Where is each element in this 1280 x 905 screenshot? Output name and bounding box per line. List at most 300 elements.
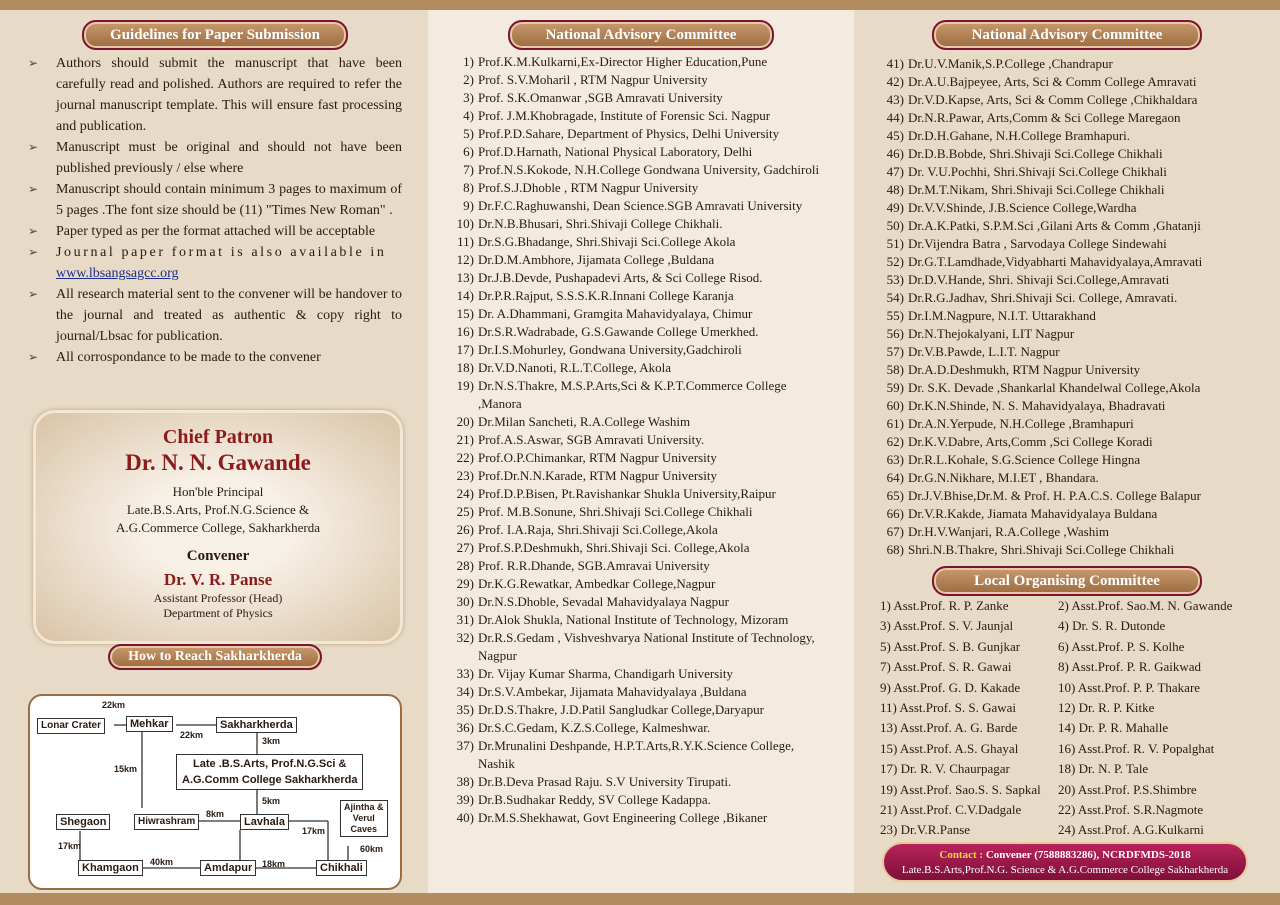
committee-member [874, 199, 1264, 217]
member-name: Dr.S.R.Wadrabade, G.S.Gawande College Umerkhed. [478, 324, 759, 339]
member-number: 29) [456, 576, 474, 591]
local-member: 1) Asst.Prof. R. P. Zanke [880, 598, 1009, 613]
committee-member [444, 287, 830, 305]
committee-member [874, 91, 1264, 109]
convener-role: Assistant Professor (Head) [153, 591, 283, 605]
member-name: Dr.V.R.Kakde, Jiamata Mahavidyalaya Buldana [908, 506, 1158, 521]
patron-role: Hon'ble Principal [172, 484, 264, 499]
member-name: Dr.A.U.Bajpeyee, Arts, Sci & Comm College Amravati [908, 74, 1197, 89]
member-name: Dr. S.K. Devade ,Shankarlal Khandelwal College,Akola [908, 380, 1201, 395]
committee-member [444, 107, 830, 125]
member-number: 55) [886, 308, 904, 323]
local-committee-row [880, 678, 1232, 698]
local-member: 19) Asst.Prof. Sao.S. S. Sapkal [880, 781, 1041, 797]
bottom-border [0, 893, 1280, 905]
arrow-bullet-icon: ➢ [28, 224, 39, 238]
member-number: 58) [886, 362, 904, 377]
convener-dept: Department of Physics [163, 606, 273, 620]
middle-panel [428, 10, 854, 893]
contact-line2: Late.B.S.Arts,Prof.N.G. Science & A.G.Commerce College Sakharkherda [901, 864, 1229, 876]
local-committee-row [880, 739, 1232, 759]
member-name: Prof. J.M.Khobragade, Institute of Forensic Sci. Nagpur [478, 108, 771, 123]
member-name: Dr.N.B.Bhusari, Shri.Shivaji College Chikhali. [478, 216, 723, 231]
member-name: Dr.D.B.Bobde, Shri.Shivaji Sci.College Chikhali [908, 146, 1163, 161]
list-item: ➢ Manuscript must be original and should not have been published previously / else where [28, 137, 402, 179]
member-name: Prof.O.P.Chimankar, RTM Nagpur University [478, 450, 717, 465]
member-number: 11) [457, 234, 474, 249]
arrow-bullet-icon: ➢ [28, 287, 39, 301]
right-panel [854, 10, 1280, 893]
website-link[interactable]: www.lbsangsagcc.org [56, 266, 179, 281]
local-committee-row [880, 637, 1232, 657]
member-number: 30) [456, 594, 474, 609]
left-panel [0, 10, 428, 893]
local-member: 5) Asst.Prof. S. B. Gunjkar [880, 638, 1021, 654]
member-name: Dr.R.G.Jadhav, Shri.Shivaji Sci. College, Amravati. [908, 290, 1178, 305]
member-name: Dr.G.N.Nikhare, M.I.ET , Bhandara. [908, 470, 1099, 485]
committee-member [444, 449, 830, 467]
advisory-list-1 [444, 53, 830, 827]
arrow-bullet-icon: ➢ [28, 56, 39, 70]
local-committee-row [880, 616, 1232, 636]
local-member: 2) Asst.Prof. Sao.M. N. Gawande [1058, 598, 1233, 613]
local-committee-row [880, 698, 1232, 718]
member-name: Prof. R.R.Dhande, SGB.Amravai University [478, 558, 710, 573]
member-name: Prof. S.V.Moharil , RTM Nagpur University [478, 72, 708, 87]
member-name: Prof.N.S.Kokode, N.H.College Gondwana University, Gadchiroli [478, 162, 820, 177]
member-name: Dr.Milan Sancheti, R.A.College Washim [478, 414, 691, 429]
place-chikhali: Chikhali [316, 860, 367, 876]
local-committee-row [880, 800, 1232, 820]
local-committee-row [880, 780, 1232, 800]
member-name: Dr.A.D.Deshmukh, RTM Nagpur University [908, 362, 1141, 377]
member-number: 65) [886, 488, 904, 503]
list-item: ➢ All research material sent to the convener will be handover to the journal and treated as authentic & copy right to journal/Lbsac for publication. [28, 284, 402, 347]
member-name: Dr.S.G.Bhadange, Shri.Shivaji Sci.College Akola [478, 234, 736, 249]
distance-label: 3km [262, 736, 281, 746]
committee-member [444, 773, 830, 791]
member-name: Dr.N.S.Dhoble, Sevadal Mahavidyalaya Nagpur [478, 594, 729, 609]
arrow-bullet-icon: ➢ [28, 182, 39, 196]
list-item: ➢ Paper typed as per the format attached will be acceptable [28, 221, 402, 242]
local-committee-row [880, 820, 1232, 840]
member-name: Dr.J.B.Devde, Pushapadevi Arts, & Sci College Risod. [478, 270, 763, 285]
member-name: Dr.N.S.Thakre, M.S.P.Arts,Sci & K.P.T.Commerce College ,Manora [478, 378, 787, 411]
member-name: Dr.B.Deva Prasad Raju. S.V University Tirupati. [478, 774, 732, 789]
member-name: Dr.D.H.Gahane, N.H.College Bramhapuri. [908, 128, 1131, 143]
committee-member [444, 539, 830, 557]
committee-member [444, 179, 830, 197]
local-member: 20) Asst.Prof. P.S.Shimbre [1058, 781, 1197, 797]
member-number: 4) [463, 108, 474, 123]
convener-heading: Convener [186, 548, 250, 564]
convener-name: Dr. V. R. Panse [163, 570, 273, 589]
local-member: 21) Asst.Prof. C.V.Dadgale [880, 802, 1022, 818]
member-number: 19) [456, 378, 474, 393]
local-member: 18) Dr. N. P. Tale [1058, 761, 1149, 777]
committee-member [874, 397, 1264, 415]
member-name: Dr.V.D.Kapse, Arts, Sci & Comm College ,Chikhaldara [908, 92, 1198, 107]
member-name: Dr.A.N.Yerpude, N.H.College ,Bramhapuri [908, 416, 1134, 431]
committee-member [444, 89, 830, 107]
committee-member [874, 73, 1264, 91]
local-committee-row [880, 759, 1232, 779]
local-committee-title: Local Organising Committee [932, 566, 1202, 596]
member-number: 49) [886, 200, 904, 215]
committee-member [874, 433, 1264, 451]
member-number: 21) [456, 432, 474, 447]
member-number: 3) [463, 90, 474, 105]
list-item: ➢ Manuscript should contain minimum 3 pages to maximum of 5 pages .The font size should be (11) "Times New Roman" . [28, 179, 402, 221]
member-number: 46) [886, 146, 904, 161]
local-member: 10) Asst.Prof. P. P. Thakare [1058, 679, 1201, 695]
member-name: Prof.S.J.Dhoble , RTM Nagpur University [478, 180, 699, 195]
guidelines-title: Guidelines for Paper Submission [82, 20, 348, 50]
member-name: Dr.D.M.Ambhore, Jijamata College ,Buldana [478, 252, 715, 267]
member-name: Dr.I.S.Mohurley, Gondwana University,Gadchiroli [478, 342, 742, 357]
member-number: 28) [456, 558, 474, 573]
list-item: ➢ All corrospondance to be made to the convener [28, 347, 402, 368]
member-number: 47) [886, 164, 904, 179]
member-number: 39) [456, 792, 474, 807]
committee-member [874, 163, 1264, 181]
local-member: 8) Asst.Prof. P. R. Gaikwad [1058, 659, 1202, 675]
committee-member [444, 593, 830, 611]
committee-member [444, 467, 830, 485]
member-name: Dr.M.T.Nikam, Shri.Shivaji Sci.College Chikhali [908, 182, 1165, 197]
committee-member [874, 253, 1264, 271]
how-to-reach-title: How to Reach Sakharkherda [108, 644, 322, 670]
member-number: 22) [456, 450, 474, 465]
member-number: 26) [456, 522, 474, 537]
contact-label: Contact : [939, 849, 984, 861]
committee-member [444, 413, 830, 431]
member-name: Shri.N.B.Thakre, Shri.Shivaji Sci.College Chikhali [908, 542, 1175, 557]
committee-member [874, 55, 1264, 73]
member-number: 6) [463, 144, 474, 159]
place-khamgaon: Khamgaon [78, 860, 143, 876]
local-member: 4) Dr. S. R. Dutonde [1058, 618, 1166, 634]
committee-member [874, 181, 1264, 199]
member-number: 31) [456, 612, 474, 627]
member-name: Dr.I.M.Nagpure, N.I.T. Uttarakhand [908, 308, 1096, 323]
member-number: 12) [456, 252, 474, 267]
member-name: Dr.D.V.Hande, Shri. Shivaji Sci.College,Amravati [908, 272, 1170, 287]
distance-label: 15km [114, 764, 138, 774]
member-number: 15) [456, 306, 474, 321]
member-name: Dr.G.T.Lamdhade,Vidyabharti Mahavidyalaya,Amravati [908, 254, 1203, 269]
member-number: 7) [463, 162, 474, 177]
committee-member [444, 629, 830, 665]
committee-member [444, 503, 830, 521]
local-member: 9) Asst.Prof. G. D. Kakade [880, 679, 1021, 695]
place-sakharkherda: Sakharkherda [216, 717, 297, 733]
member-name: Dr.J.V.Bhise,Dr.M. & Prof. H. P.A.C.S. College Balapur [908, 488, 1201, 503]
member-number: 54) [886, 290, 904, 305]
distance-label: 8km [206, 809, 225, 819]
member-number: 36) [456, 720, 474, 735]
committee-member [874, 379, 1264, 397]
local-member: 11) Asst.Prof. S. S. Gawai [880, 700, 1017, 716]
member-number: 44) [886, 110, 904, 125]
patron-college-line1: Late.B.S.Arts, Prof.N.G.Science & [126, 502, 310, 517]
committee-member [874, 361, 1264, 379]
member-name: Dr. A.Dhammani, Gramgita Mahavidyalaya, Chimur [478, 306, 753, 321]
top-border [0, 0, 1280, 10]
committee-member [444, 521, 830, 539]
distance-label: 40km [150, 857, 174, 867]
committee-member [444, 557, 830, 575]
member-name: Dr.K.N.Shinde, N. S. Mahavidyalaya, Bhadravati [908, 398, 1166, 413]
committee-member [444, 431, 830, 449]
committee-member [444, 359, 830, 377]
committee-member [444, 719, 830, 737]
member-name: Dr.F.C.Raghuwanshi, Dean Science.SGB Amravati University [478, 198, 803, 213]
member-number: 66) [886, 506, 904, 521]
guidelines-list [28, 53, 402, 368]
arrow-bullet-icon: ➢ [28, 140, 39, 154]
distance-label: 17km [58, 841, 82, 851]
list-item: ➢ Authors should submit the manuscript that have been carefully read and polished. Authors are required to refer the journal manuscript template. This will ensure fast processing and publication. [28, 53, 402, 137]
list-item: ➢ Journal paper format is also available in www.lbsangsagcc.org [28, 242, 402, 284]
distance-label: 5km [262, 796, 281, 806]
place-college: Late .B.S.Arts, Prof.N.G.Sci & A.G.Comm College Sakharkherda [176, 754, 363, 790]
member-number: 45) [886, 128, 904, 143]
committee-member [874, 271, 1264, 289]
member-number: 25) [456, 504, 474, 519]
member-name: Dr.R.S.Gedam , Vishveshvarya National Institute of Technology, Nagpur [478, 630, 815, 663]
member-number: 35) [456, 702, 474, 717]
member-name: Dr.M.S.Shekhawat, Govt Engineering College ,Bikaner [478, 810, 768, 825]
local-member: 24) Asst.Prof. A.G.Kulkarni [1058, 822, 1204, 838]
member-name: Dr.N.Thejokalyani, LIT Nagpur [908, 326, 1075, 341]
committee-member [444, 485, 830, 503]
member-number: 13) [456, 270, 474, 285]
advisory-list-2 [874, 55, 1264, 559]
member-number: 33) [456, 666, 474, 681]
distance-label: 18km [262, 859, 286, 869]
member-number: 38) [456, 774, 474, 789]
committee-member [444, 341, 830, 359]
member-number: 14) [456, 288, 474, 303]
place-mehkar: Mehkar [126, 716, 173, 732]
committee-member [444, 611, 830, 629]
place-lonar-crater: Lonar Crater [37, 718, 105, 734]
committee-member [444, 197, 830, 215]
member-number: 42) [886, 74, 904, 89]
local-member: 3) Asst.Prof. S. V. Jaunjal [880, 618, 1014, 634]
member-number: 20) [456, 414, 474, 429]
member-number: 2) [463, 72, 474, 87]
committee-member [874, 343, 1264, 361]
committee-member [874, 505, 1264, 523]
committee-member [874, 325, 1264, 343]
committee-member [874, 145, 1264, 163]
member-name: Prof.D.P.Bisen, Pt.Ravishankar Shukla University,Raipur [478, 486, 776, 501]
member-number: 63) [886, 452, 904, 467]
committee-member [444, 71, 830, 89]
member-number: 18) [456, 360, 474, 375]
member-number: 8) [463, 180, 474, 195]
member-number: 40) [456, 810, 474, 825]
committee-member [444, 323, 830, 341]
member-name: Dr.B.Sudhakar Reddy, SV College Kadappa. [478, 792, 711, 807]
distance-label: 60km [360, 844, 384, 854]
member-number: 43) [886, 92, 904, 107]
member-number: 32) [456, 630, 474, 645]
member-name: Dr.A.K.Patki, S.P.M.Sci ,Gilani Arts & Comm ,Ghatanji [908, 218, 1201, 233]
place-hiwrashram: Hiwrashram [134, 814, 199, 830]
contact-line1: Convener (7588883286), NCRDFMDS-2018 [983, 849, 1191, 861]
committee-member [874, 289, 1264, 307]
local-committee-row [880, 657, 1232, 677]
member-name: Dr.V.B.Pawde, L.I.T. Nagpur [908, 344, 1060, 359]
local-member: 13) Asst.Prof. A. G. Barde [880, 720, 1018, 736]
member-number: 68) [886, 542, 904, 557]
local-committee-list [880, 596, 1232, 841]
local-committee-row [880, 718, 1232, 738]
member-name: Dr.Vijendra Batra , Sarvodaya College Sindewahi [908, 236, 1167, 251]
member-number: 27) [456, 540, 474, 555]
member-name: Dr.D.S.Thakre, J.D.Patil Sangludkar College,Daryapur [478, 702, 764, 717]
member-number: 16) [456, 324, 474, 339]
local-member: 23) Dr.V.R.Panse [880, 822, 971, 838]
member-name: Prof.D.Harnath, National Physical Laboratory, Delhi [478, 144, 753, 159]
committee-member [444, 215, 830, 233]
member-name: Dr.K.V.Dabre, Arts,Comm ,Sci College Koradi [908, 434, 1153, 449]
member-name: Dr.Mrunalini Deshpande, H.P.T.Arts,R.Y.K.Science College, Nashik [478, 738, 795, 771]
member-name: Dr.V.V.Shinde, J.B.Science College,Wardha [908, 200, 1137, 215]
member-number: 51) [886, 236, 904, 251]
contact-banner [882, 842, 1248, 882]
committee-member [444, 269, 830, 287]
member-name: Dr.S.V.Ambekar, Jijamata Mahavidyalaya ,Buldana [478, 684, 747, 699]
member-name: Dr.Alok Shukla, National Institute of Technology, Mizoram [478, 612, 789, 627]
member-number: 53) [886, 272, 904, 287]
member-number: 64) [886, 470, 904, 485]
member-number: 56) [886, 326, 904, 341]
committee-member [444, 377, 830, 413]
route-map [28, 694, 402, 890]
member-name: Dr. Vijay Kumar Sharma, Chandigarh University [478, 666, 733, 681]
patron-heading: Chief Patron [162, 426, 274, 448]
member-number: 60) [886, 398, 904, 413]
member-name: Dr.H.V.Wanjari, R.A.College ,Washim [908, 524, 1109, 539]
member-number: 34) [456, 684, 474, 699]
place-amdapur: Amdapur [200, 860, 256, 876]
member-name: Prof.P.D.Sahare, Department of Physics, Delhi University [478, 126, 780, 141]
committee-member [874, 235, 1264, 253]
committee-member [444, 737, 830, 773]
committee-member [874, 217, 1264, 235]
local-member: 12) Dr. R. P. Kitke [1058, 700, 1155, 716]
member-name: Dr. V.U.Pochhi, Shri.Shivaji Sci.College Chikhali [908, 164, 1167, 179]
distance-label: 17km [302, 826, 326, 836]
member-number: 57) [886, 344, 904, 359]
patron-name: Dr. N. N. Gawande [125, 450, 311, 475]
member-name: Prof. M.B.Sonune, Shri.Shivaji Sci.College Chikhali [478, 504, 753, 519]
patron-college-line2: A.G.Commerce College, Sakharkherda [116, 520, 320, 535]
committee-member [874, 523, 1264, 541]
member-number: 48) [886, 182, 904, 197]
local-member: 6) Asst.Prof. P. S. Kolhe [1058, 638, 1185, 654]
committee-member [874, 127, 1264, 145]
arrow-bullet-icon: ➢ [28, 350, 39, 364]
committee-member [444, 683, 830, 701]
committee-member [874, 451, 1264, 469]
distance-label: 22km [180, 730, 204, 740]
local-member: 7) Asst.Prof. S. R. Gawai [880, 659, 1012, 675]
member-name: Prof.S.P.Deshmukh, Shri.Shivaji Sci. College,Akola [478, 540, 750, 555]
member-number: 5) [463, 126, 474, 141]
place-shegaon: Shegaon [56, 814, 110, 830]
committee-member [874, 487, 1264, 505]
committee-member [444, 665, 830, 683]
committee-member [444, 53, 830, 71]
committee-member [444, 575, 830, 593]
member-number: 10) [456, 216, 474, 231]
advisory-title-1: National Advisory Committee [508, 20, 774, 50]
member-number: 1) [463, 54, 474, 69]
member-name: Prof.A.S.Aswar, SGB Amravati University. [478, 432, 705, 447]
committee-member [444, 125, 830, 143]
local-member: 16) Asst.Prof. R. V. Popalghat [1058, 740, 1215, 756]
member-name: Dr.K.G.Rewatkar, Ambedkar College,Nagpur [478, 576, 716, 591]
committee-member [444, 233, 830, 251]
advisory-title-2: National Advisory Committee [932, 20, 1202, 50]
member-name: Dr.N.R.Pawar, Arts,Comm & Sci College Maregaon [908, 110, 1181, 125]
local-member: 15) Asst.Prof. A.S. Ghayal [880, 740, 1019, 756]
local-member: 17) Dr. R. V. Chaurpagar [880, 761, 1010, 777]
member-number: 59) [886, 380, 904, 395]
committee-member [444, 161, 830, 179]
member-name: Dr.R.L.Kohale, S.G.Science College Hingna [908, 452, 1141, 467]
place-ajintha-verul: Ajintha & Verul Caves [340, 800, 388, 837]
member-name: Dr.S.C.Gedam, K.Z.S.College, Kalmeshwar. [478, 720, 711, 735]
committee-member [444, 791, 830, 809]
place-lavhala: Lavhala [240, 814, 289, 830]
arrow-bullet-icon: ➢ [28, 245, 39, 259]
member-name: Prof. I.A.Raja, Shri.Shivaji Sci.College,Akola [478, 522, 718, 537]
member-number: 17) [456, 342, 474, 357]
member-number: 37) [456, 738, 474, 753]
committee-member [874, 469, 1264, 487]
member-name: Prof. S.K.Omanwar ,SGB Amravati University [478, 90, 723, 105]
member-name: Dr.U.V.Manik,S.P.College ,Chandrapur [908, 56, 1113, 71]
member-number: 50) [886, 218, 904, 233]
local-member: 22) Asst.Prof. S.R.Nagmote [1058, 802, 1204, 818]
member-number: 24) [456, 486, 474, 501]
committee-member [874, 307, 1264, 325]
member-number: 67) [886, 524, 904, 539]
member-number: 61) [886, 416, 904, 431]
local-member: 14) Dr. P. R. Mahalle [1058, 720, 1169, 736]
member-number: 52) [886, 254, 904, 269]
distance-label: 22km [102, 700, 126, 710]
member-name: Prof.Dr.N.N.Karade, RTM Nagpur University [478, 468, 717, 483]
member-name: Dr.P.R.Rajput, S.S.S.K.R.Innani College Karanja [478, 288, 734, 303]
member-number: 62) [886, 434, 904, 449]
member-name: Dr.V.D.Nanoti, R.L.T.College, Akola [478, 360, 672, 375]
member-number: 9) [463, 198, 474, 213]
committee-member [444, 809, 830, 827]
committee-member [444, 251, 830, 269]
committee-member [444, 305, 830, 323]
member-name: Prof.K.M.Kulkarni,Ex-Director Higher Education,Pune [478, 54, 768, 69]
member-number: 41) [886, 56, 904, 71]
committee-member [874, 415, 1264, 433]
member-number: 23) [456, 468, 474, 483]
